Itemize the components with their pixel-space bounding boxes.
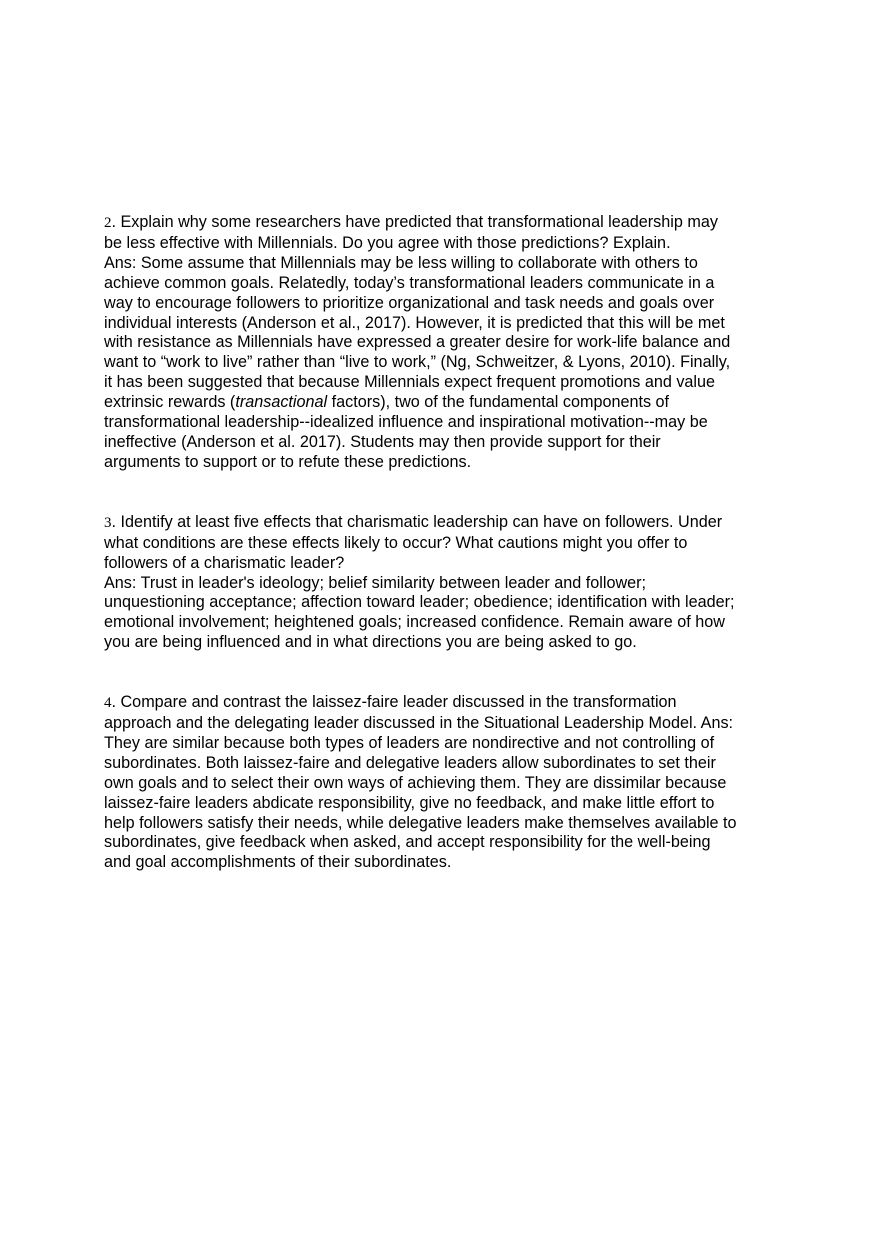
question-3-line-2: what conditions are these effects likely to occur? What cautions might you offer to <box>104 533 688 552</box>
answer-4-line-6: subordinates, give feedback when asked, and accept responsibility for the well-being <box>104 833 711 852</box>
answer-2-line-8: extrinsic rewards (transactional factors), two of the fundamental components of <box>104 393 670 412</box>
question-4-number: 4 <box>104 695 112 712</box>
answer-2-line-4: individual interests (Anderson et al., 2017). However, it is predicted that this will be met <box>104 313 725 332</box>
answer-3-line-4: you are being influenced and in what directions you are being asked to go. <box>104 633 637 652</box>
question-2-line-2: be less effective with Millennials. Do you agree with those predictions? Explain. <box>104 233 671 252</box>
answer-2-line-3: way to encourage followers to prioritize organizational and task needs and goals over <box>104 293 715 312</box>
question-3-line-3: followers of a charismatic leader? <box>104 553 345 572</box>
question-3-number: 3 <box>104 514 112 531</box>
answer-4-line-5: help followers satisfy their needs, while delegative leaders make themselves available to <box>104 813 737 832</box>
answer-2-line-5: with resistance as Millennials have expressed a greater desire for work-life balance and <box>104 333 731 352</box>
answer-3-line-3: emotional involvement; heightened goals; increased confidence. Remain aware of how <box>104 613 725 632</box>
section-gap <box>104 653 794 693</box>
answer-4-line-1: They are similar because both types of leaders are nondirective and not controlling of <box>104 733 715 752</box>
question-4-line-1: 4. Compare and contrast the laissez-faire leader discussed in the transformation <box>104 693 677 712</box>
question-2-line-1: 2. Explain why some researchers have predicted that transformational leadership may <box>104 213 718 231</box>
document-page <box>104 213 794 873</box>
question-3-block <box>104 513 794 653</box>
answer-2-line-1: Ans: Some assume that Millennials may be less willing to collaborate with others to <box>104 253 698 272</box>
question-3-line-1: 3. Identify at least five effects that charismatic leadership can have on followers. Under <box>104 512 723 531</box>
answer-2-line-7: it has been suggested that because Millennials expect frequent promotions and value <box>104 373 716 392</box>
question-2-number: 2 <box>104 215 112 231</box>
answer-2-line-9: transformational leadership--idealized influence and inspirational motivation--may be <box>104 413 708 432</box>
answer-4-line-3: own goals and to select their own ways of achieving them. They are dissimilar because <box>104 773 727 792</box>
question-4-block <box>104 693 794 873</box>
answer-2-line-10: ineffective (Anderson et al. 2017). Students may then provide support for their <box>104 432 661 451</box>
answer-4-line-4: laissez-faire leaders abdicate responsibility, give no feedback, and make little effort to <box>104 793 715 812</box>
answer-2-line-6: want to “work to live” rather than “live to work,” (Ng, Schweitzer, & Lyons, 2010). Finally, <box>104 353 731 372</box>
answer-3-line-1: Ans: Trust in leader's ideology; belief similarity between leader and follower; <box>104 573 647 592</box>
question-4-line-2: approach and the delegating leader discussed in the Situational Leadership Model. Ans: <box>104 714 734 733</box>
section-gap <box>104 473 794 513</box>
answer-2-line-11: arguments to support or to refute these predictions. <box>104 452 472 471</box>
answer-4-line-7: and goal accomplishments of their subordinates. <box>104 853 452 872</box>
answer-4-line-2: subordinates. Both laissez-faire and delegative leaders allow subordinates to set their <box>104 753 716 772</box>
italic-term: transactional <box>235 393 328 412</box>
question-2-block <box>104 213 794 473</box>
answer-2-line-2: achieve common goals. Relatedly, today’s transformational leaders communicate in a <box>104 273 715 292</box>
answer-3-line-2: unquestioning acceptance; affection toward leader; obedience; identification with leader; <box>104 593 735 612</box>
